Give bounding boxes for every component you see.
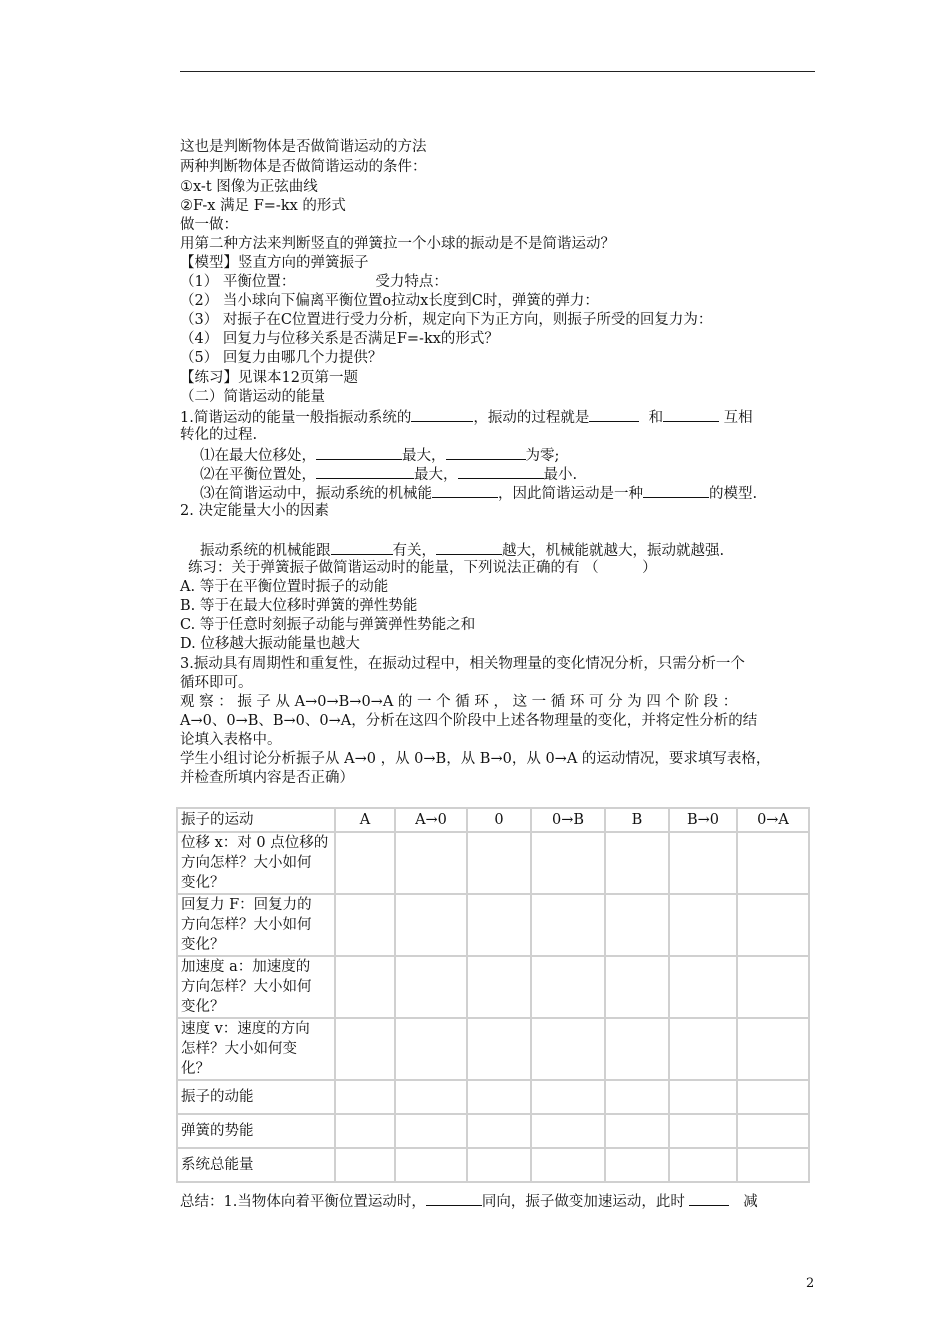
answer-cell[interactable] bbox=[605, 1018, 669, 1080]
answer-cell[interactable] bbox=[467, 1114, 531, 1148]
text-line: A→0、0→B、B→0、0→A，分析在这四个阶段中上述各物理量的变化，并将定性分析的结 bbox=[180, 713, 758, 729]
text-line: 两种判断物体是否做简谐运动的条件： bbox=[180, 159, 427, 175]
text-line: 学生小组讨论分析振子从 A→0 ，从 0→B，从 B→0，从 0→A 的运动情况，要求填写表格， bbox=[180, 751, 771, 767]
text-fragment: 总结：1.当物体向着平衡位置运动时， bbox=[180, 1194, 426, 1210]
text-line: ②F-x 满足 F=-kx 的形式 bbox=[180, 198, 346, 214]
text-line: 做一做： bbox=[180, 217, 238, 233]
text-line: 练习：关于弹簧振子做简谐运动时的能量，下列说法正确的有 （ ） bbox=[188, 560, 657, 576]
row-label bbox=[177, 1018, 335, 1080]
answer-cell[interactable] bbox=[669, 1114, 737, 1148]
text-fragment: ⑵在平衡位置处， bbox=[200, 467, 316, 483]
answer-cell[interactable] bbox=[605, 1114, 669, 1148]
text-fragment: 最小. bbox=[543, 467, 578, 483]
text-fragment: 越大，机械能就越大，振动就越强. bbox=[502, 543, 725, 559]
option-b: B. 等于在最大位移时弹簧的弹性势能 bbox=[180, 598, 418, 614]
text-fragment: 互相 bbox=[723, 410, 753, 426]
text-line bbox=[180, 272, 820, 292]
text-fragment: ⑴在最大位移处， bbox=[200, 448, 316, 464]
answer-cell[interactable] bbox=[395, 1080, 467, 1114]
text-fragment: 1.简谐运动的能量一般指振动系统的 bbox=[180, 410, 412, 426]
answer-cell[interactable] bbox=[395, 956, 467, 1018]
fill-blank[interactable] bbox=[663, 406, 719, 422]
answer-cell[interactable] bbox=[669, 1080, 737, 1114]
text-line: 【模型】竖直方向的弹簧振子 bbox=[180, 255, 369, 271]
text-line: （二）简谐运动的能量 bbox=[180, 389, 325, 405]
answer-cell[interactable] bbox=[669, 894, 737, 956]
answer-cell[interactable] bbox=[605, 956, 669, 1018]
table-row bbox=[177, 1114, 809, 1148]
text-fragment: 振动系统的机械能跟 bbox=[200, 543, 331, 559]
answer-cell[interactable] bbox=[737, 956, 809, 1018]
row-label-line: 位移 x：对 0 点位移的 bbox=[181, 835, 329, 851]
answer-cell[interactable] bbox=[395, 1018, 467, 1080]
answer-cell[interactable] bbox=[467, 1018, 531, 1080]
row-label-line: 化？ bbox=[181, 1061, 210, 1077]
row-label-line: 方向怎样？大小如何 bbox=[181, 855, 312, 871]
analysis-table bbox=[176, 807, 810, 1183]
answer-cell[interactable] bbox=[669, 1018, 737, 1080]
text-fragment: ⑶在简谐运动中，振动系统的机械能 bbox=[200, 486, 432, 502]
row-label bbox=[177, 894, 335, 956]
row-label-line: 方向怎样？大小如何 bbox=[181, 979, 312, 995]
text-fragment: 最大， bbox=[402, 448, 446, 464]
fill-blank[interactable] bbox=[411, 406, 473, 422]
text-line: 转化的过程. bbox=[180, 427, 258, 443]
answer-cell[interactable] bbox=[335, 1114, 395, 1148]
fill-blank[interactable] bbox=[331, 539, 393, 555]
text-line: 观 察 ： 振 子 从 A→0→B→0→A 的 一 个 循 环 ， 这 一 循 环 可 分 为 四 个 阶 段 ： bbox=[180, 694, 738, 710]
table-header-cell: A→0 bbox=[395, 808, 467, 832]
text-line: 论填入表格中。 bbox=[180, 732, 282, 748]
row-label-line: 方向怎样？大小如何 bbox=[181, 917, 312, 933]
text-fragment: 同向，振子做变加速运动，此时 bbox=[481, 1194, 685, 1210]
text-line: （4） 回复力与位移关系是否满足F=-kx的形式？ bbox=[180, 331, 499, 347]
fill-blank[interactable] bbox=[689, 1190, 729, 1206]
text-line: （3） 对振子在C位置进行受力分析，规定向下为正方向，则振子所受的回复力为： bbox=[180, 312, 713, 328]
table-row bbox=[177, 1148, 809, 1182]
row-label-line: 加速度 a：加速度的 bbox=[181, 959, 311, 975]
table-header-row bbox=[177, 808, 809, 832]
text-line: 2. 决定能量大小的因素 bbox=[180, 503, 329, 519]
text-fragment: 有关， bbox=[392, 543, 436, 559]
text-line: 用第二种方法来判断竖直的弹簧拉一个小球的振动是不是简谐运动？ bbox=[180, 236, 615, 252]
answer-cell[interactable] bbox=[467, 1080, 531, 1114]
table-header-cell: 振子的运动 bbox=[177, 808, 335, 832]
fill-blank[interactable] bbox=[436, 539, 502, 555]
answer-cell[interactable] bbox=[669, 1148, 737, 1182]
answer-cell[interactable] bbox=[531, 894, 605, 956]
answer-cell[interactable] bbox=[467, 1148, 531, 1182]
table-row bbox=[177, 832, 809, 894]
table-header-cell: 0 bbox=[467, 808, 531, 832]
answer-cell[interactable] bbox=[669, 832, 737, 894]
answer-cell[interactable] bbox=[335, 1018, 395, 1080]
option-a: A. 等于在平衡位置时振子的动能 bbox=[180, 579, 389, 595]
answer-cell[interactable] bbox=[737, 894, 809, 956]
answer-cell[interactable] bbox=[605, 1080, 669, 1114]
answer-cell[interactable] bbox=[467, 956, 531, 1018]
table-header-cell: 0→B bbox=[531, 808, 605, 832]
answer-cell[interactable] bbox=[737, 1148, 809, 1182]
row-label-line: 变化？ bbox=[181, 875, 225, 891]
row-label-line: 变化？ bbox=[181, 999, 225, 1015]
answer-cell[interactable] bbox=[395, 1114, 467, 1148]
answer-cell[interactable] bbox=[335, 956, 395, 1018]
table-header-cell: A bbox=[335, 808, 395, 832]
row-label bbox=[177, 832, 335, 894]
text-line: ①x-t 图像为正弦曲线 bbox=[180, 179, 318, 195]
page-number: 2 bbox=[806, 1276, 815, 1291]
answer-cell[interactable] bbox=[531, 1018, 605, 1080]
table-header-cell: B bbox=[605, 808, 669, 832]
answer-cell[interactable] bbox=[335, 1148, 395, 1182]
answer-cell[interactable] bbox=[531, 956, 605, 1018]
fill-blank[interactable] bbox=[426, 1190, 482, 1206]
row-label-line: 变化？ bbox=[181, 937, 225, 953]
text-line: （2） 当小球向下偏离平衡位置o拉动x长度到C时，弹簧的弹力： bbox=[180, 293, 599, 309]
answer-cell[interactable] bbox=[737, 1114, 809, 1148]
option-c: C. 等于任意时刻振子动能与弹簧弹性势能之和 bbox=[180, 617, 476, 633]
text-line: 循环即可。 bbox=[180, 675, 253, 691]
text-line: 并检查所填内容是否正确） bbox=[180, 770, 354, 786]
text-fragment: （1） 平衡位置： bbox=[180, 274, 296, 290]
header-rule bbox=[180, 71, 815, 72]
answer-cell[interactable] bbox=[335, 832, 395, 894]
answer-cell[interactable] bbox=[531, 1114, 605, 1148]
table-row bbox=[177, 956, 809, 1018]
row-label: 系统总能量 bbox=[177, 1148, 335, 1182]
answer-cell[interactable] bbox=[335, 1080, 395, 1114]
text-fragment: 和 bbox=[648, 410, 664, 426]
fill-blank[interactable] bbox=[316, 463, 414, 479]
fill-blank[interactable] bbox=[316, 444, 402, 460]
answer-cell[interactable] bbox=[605, 1148, 669, 1182]
row-label: 振子的动能 bbox=[177, 1080, 335, 1114]
row-label bbox=[177, 956, 335, 1018]
answer-cell[interactable] bbox=[737, 1080, 809, 1114]
fill-blank[interactable] bbox=[446, 444, 526, 460]
answer-cell[interactable] bbox=[531, 1080, 605, 1114]
answer-cell[interactable] bbox=[605, 894, 669, 956]
table-header-cell: 0→A bbox=[737, 808, 809, 832]
text-fragment: 为零; bbox=[525, 448, 560, 464]
answer-cell[interactable] bbox=[467, 832, 531, 894]
row-label-line: 怎样？大小如何变 bbox=[181, 1041, 297, 1057]
fill-blank[interactable] bbox=[643, 482, 709, 498]
table-header-cell: B→0 bbox=[669, 808, 737, 832]
text-fragment: 的模型. bbox=[709, 486, 758, 502]
answer-cell[interactable] bbox=[605, 832, 669, 894]
row-label: 弹簧的势能 bbox=[177, 1114, 335, 1148]
answer-cell[interactable] bbox=[467, 894, 531, 956]
table-row bbox=[177, 1018, 809, 1080]
answer-cell[interactable] bbox=[395, 894, 467, 956]
answer-cell[interactable] bbox=[395, 1148, 467, 1182]
option-d: D. 位移越大振动能量也越大 bbox=[180, 636, 360, 652]
row-label-line: 回复力 F：回复力的 bbox=[181, 897, 312, 913]
answer-cell[interactable] bbox=[531, 1148, 605, 1182]
text-fragment: 减 bbox=[743, 1194, 758, 1210]
text-line: 【练习】见课本12页第一题 bbox=[180, 370, 358, 386]
answer-cell[interactable] bbox=[737, 832, 809, 894]
table-row bbox=[177, 1080, 809, 1114]
answer-cell[interactable] bbox=[395, 832, 467, 894]
summary-line bbox=[180, 1190, 820, 1212]
answer-cell[interactable] bbox=[335, 894, 395, 956]
fill-blank[interactable] bbox=[589, 406, 639, 422]
text-line: 这也是判断物体是否做简谐运动的方法 bbox=[180, 139, 427, 155]
fill-blank[interactable] bbox=[432, 482, 498, 498]
text-line: 3.振动具有周期性和重复性，在振动过程中，相关物理量的变化情况分析，只需分析一个 bbox=[180, 656, 745, 672]
fill-blank[interactable] bbox=[458, 463, 544, 479]
row-label-line: 速度 v：速度的方向 bbox=[181, 1021, 310, 1037]
table-row bbox=[177, 894, 809, 956]
text-line: （5） 回复力由哪几个力提供？ bbox=[180, 350, 383, 366]
text-fragment: ，振动的过程就是 bbox=[473, 410, 590, 426]
text-fragment: 最大， bbox=[414, 467, 458, 483]
answer-cell[interactable] bbox=[531, 832, 605, 894]
text-fragment: ，因此简谐运动是一种 bbox=[498, 486, 643, 502]
answer-cell[interactable] bbox=[669, 956, 737, 1018]
answer-cell[interactable] bbox=[737, 1018, 809, 1080]
text-fragment: 受力特点： bbox=[375, 274, 448, 290]
